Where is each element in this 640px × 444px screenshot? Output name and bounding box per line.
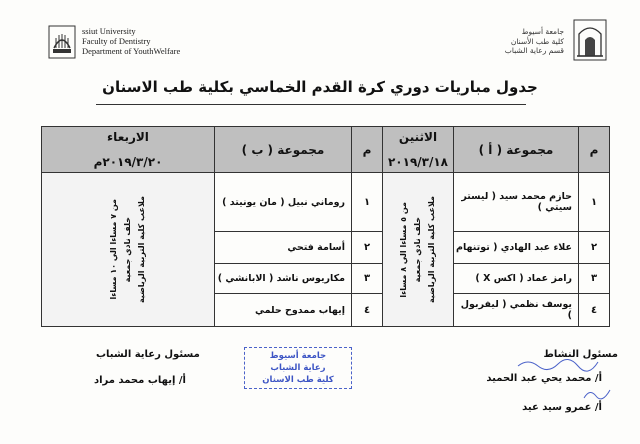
group-b-venue-time: من ٧ مساءا الي ١٠ مساءا xyxy=(109,199,118,300)
group-a-venue xyxy=(383,173,454,327)
group-a-team-num: ٣ xyxy=(579,264,610,294)
english-header xyxy=(82,26,180,56)
activity-assistant-name: أ/ عمرو سيد عيد xyxy=(522,402,602,413)
university-emblem-icon xyxy=(46,24,78,60)
group-b-team-name: إيهاب ممدوح حلمي xyxy=(215,294,352,327)
group-b-team-num: ٤ xyxy=(352,294,383,327)
youth-welfare-name: أ/ إيهاب محمد مراد xyxy=(94,375,186,386)
group-a-venue-time: من ٥ مساءا الي ٨ مساءا xyxy=(399,201,408,298)
youth-welfare-title: مسئول رعاية الشباب xyxy=(96,349,200,360)
group-b-num-header: م xyxy=(352,127,383,173)
group-b-header: مجموعة ( ب ) xyxy=(215,127,352,173)
arabic-line-university: جامعة أسيوط xyxy=(521,27,564,36)
table-header-row xyxy=(42,127,610,173)
english-line-faculty: Faculty of Dentistry xyxy=(82,36,151,46)
group-b-date: ٢٠١٩/٣/٢٠م xyxy=(93,154,163,169)
group-a-team-num: ٤ xyxy=(579,294,610,327)
group-a-venue-line: ملاعب كلية التربية الرياضية xyxy=(427,195,436,304)
group-a-date: ٢٠١٩/٣/١٨ xyxy=(387,154,449,169)
group-b-venue-line: ملاعب كلية التربية الرياضية xyxy=(137,195,146,304)
group-b-venue xyxy=(42,173,215,327)
group-b-venue-line: خلف نادي جمعية xyxy=(123,216,132,283)
arabic-line-department: قسم رعاية الشباب xyxy=(504,46,564,55)
university-gate-icon xyxy=(572,18,608,62)
group-b-team-name: أسامة فتحي xyxy=(215,232,352,264)
arabic-header xyxy=(505,27,564,56)
title-underline xyxy=(96,104,526,105)
group-a-day-header xyxy=(383,127,454,173)
stamp-line: كلية طب الاسنان xyxy=(262,375,334,385)
stamp-line: رعاية الشباب xyxy=(270,363,326,373)
english-line-department: Department of YouthWelfare xyxy=(82,46,181,56)
group-b-team-num: ١ xyxy=(352,173,383,232)
group-a-team-name: يوسف نظمي ( ليفربول ) xyxy=(454,294,579,327)
group-a-team-name: علاء عبد الهادي ( توتنهام xyxy=(454,232,579,264)
activity-supervisor-name: أ/ محمد يحي عبد الحميد xyxy=(486,373,602,384)
group-b-team-num: ٢ xyxy=(352,232,383,264)
group-b-team-num: ٣ xyxy=(352,264,383,294)
page-title: جدول مباريات دوري كرة القدم الخماسي بكلية طب الاسنان xyxy=(102,78,538,96)
group-b-day-header xyxy=(42,127,215,173)
signature-scribble xyxy=(516,356,600,372)
group-a-team-name: حازم محمد سيد ( ليستر سيتي ) xyxy=(454,173,579,232)
group-a-team-num: ١ xyxy=(579,173,610,232)
activity-supervisor-title: مسئول النشاط xyxy=(543,349,618,360)
group-b-day: الاربعاء xyxy=(107,129,149,144)
table-row xyxy=(42,173,610,232)
group-b-team-name: مكاريوس ناشد ( الابانشي ) xyxy=(215,264,352,294)
group-a-venue-line: خلف نادي جمعية xyxy=(413,216,422,283)
group-b-team-name: روماني نبيل ( مان يونيتد ) xyxy=(215,173,352,232)
signature-scribble xyxy=(582,386,612,402)
arabic-line-faculty: كلية طب الأسنان xyxy=(510,36,564,46)
group-a-header: مجموعة ( أ ) xyxy=(454,127,579,173)
group-a-day: الاثنين xyxy=(398,129,438,144)
official-stamp xyxy=(244,347,352,389)
group-a-num-header: م xyxy=(579,127,610,173)
stamp-line: جامعة أسيوط xyxy=(269,351,327,361)
group-a-team-name: رامز عماد ( اكس X ) xyxy=(454,264,579,294)
group-a-team-num: ٢ xyxy=(579,232,610,264)
english-line-university: ssiut University xyxy=(82,26,136,36)
schedule-table xyxy=(41,126,610,327)
